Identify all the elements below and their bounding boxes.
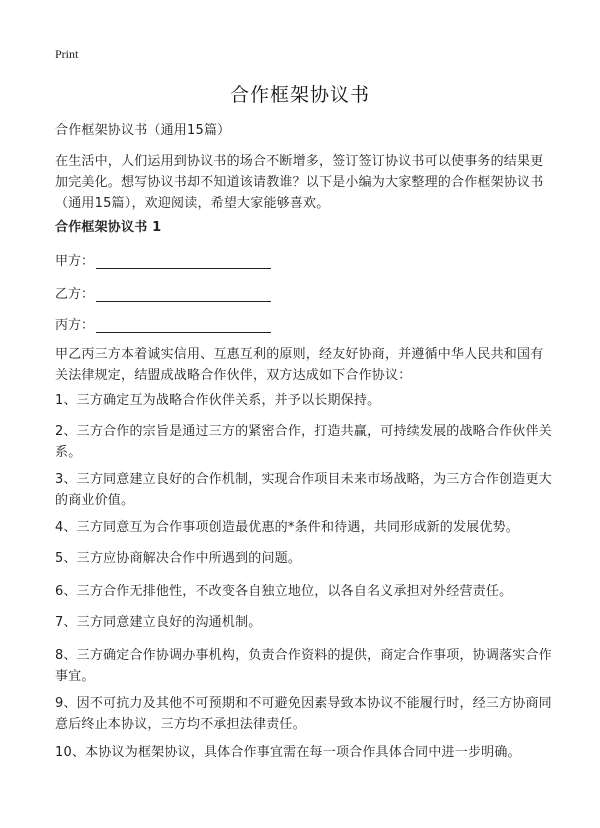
clause-9: 9、因不可抗力及其他不可预期和不可避免因素导致本协议不能履行时，经三方协商同意后终止本协议，三方均不承担法律责任。	[55, 696, 552, 732]
document-title: 合作框架协议书	[229, 84, 370, 106]
party-a-blank-line	[96, 254, 271, 269]
party-a-field	[55, 250, 271, 269]
clause-5: 5、三方应协商解决合作中所遇到的问题。	[55, 551, 302, 566]
party-b-label: 乙方：	[55, 287, 95, 302]
clause-8: 8、三方确定合作协调办事机构，负责合作资料的提供，商定合作事项，协调落实合作事宜。	[55, 648, 552, 684]
clause-2: 2、三方合作的宗旨是通过三方的紧密合作，打造共赢，可持续发展的战略合作伙伴关系。	[55, 424, 552, 460]
party-c-field	[55, 314, 271, 333]
clause-10: 10、本协议为框架协议，具体合作事宜需在每一项合作具体合同中进一步明确。	[55, 745, 521, 760]
clause-1: 1、三方确定互为战略合作伙伴关系，并予以长期保持。	[55, 393, 381, 408]
clause-4: 4、三方同意互为合作事项创造最优惠的*条件和待遇，共同形成新的发展优势。	[55, 520, 519, 535]
clause-7: 7、三方同意建立良好的沟通机制。	[55, 615, 262, 630]
party-c-blank-line	[96, 318, 271, 333]
intro-paragraph: 在生活中，人们运用到协议书的场合不断增多，签订签订协议书可以使事务的结果更加完美化。想写协议书却不知道该请教谁？以下是小编为大家整理的合作框架协议书（通用15篇），欢迎阅读，希望大家能够喜欢。	[55, 154, 544, 211]
preamble-paragraph: 甲乙丙三方本着诚实信用、互惠互利的原则，经友好协商，并遵循中华人民共和国有关法律规定，结盟成战略合作伙伴，双方达成如下合作协议：	[55, 347, 544, 383]
party-a-label: 甲方：	[55, 254, 95, 269]
clause-6: 6、三方合作无排他性，不改变各自独立地位，以各自名义承担对外经营责任。	[55, 584, 513, 599]
party-c-label: 丙方：	[55, 318, 95, 333]
print-link[interactable]: Print	[55, 47, 79, 61]
subtitle: 合作框架协议书（通用15篇）	[55, 123, 231, 138]
party-b-field	[55, 283, 271, 302]
party-b-blank-line	[96, 287, 271, 302]
clause-3: 3、三方同意建立良好的合作机制，实现合作项目未来市场战略，为三方合作创造更大的商业价值。	[55, 472, 552, 508]
section-heading: 合作框架协议书 1	[55, 220, 162, 235]
